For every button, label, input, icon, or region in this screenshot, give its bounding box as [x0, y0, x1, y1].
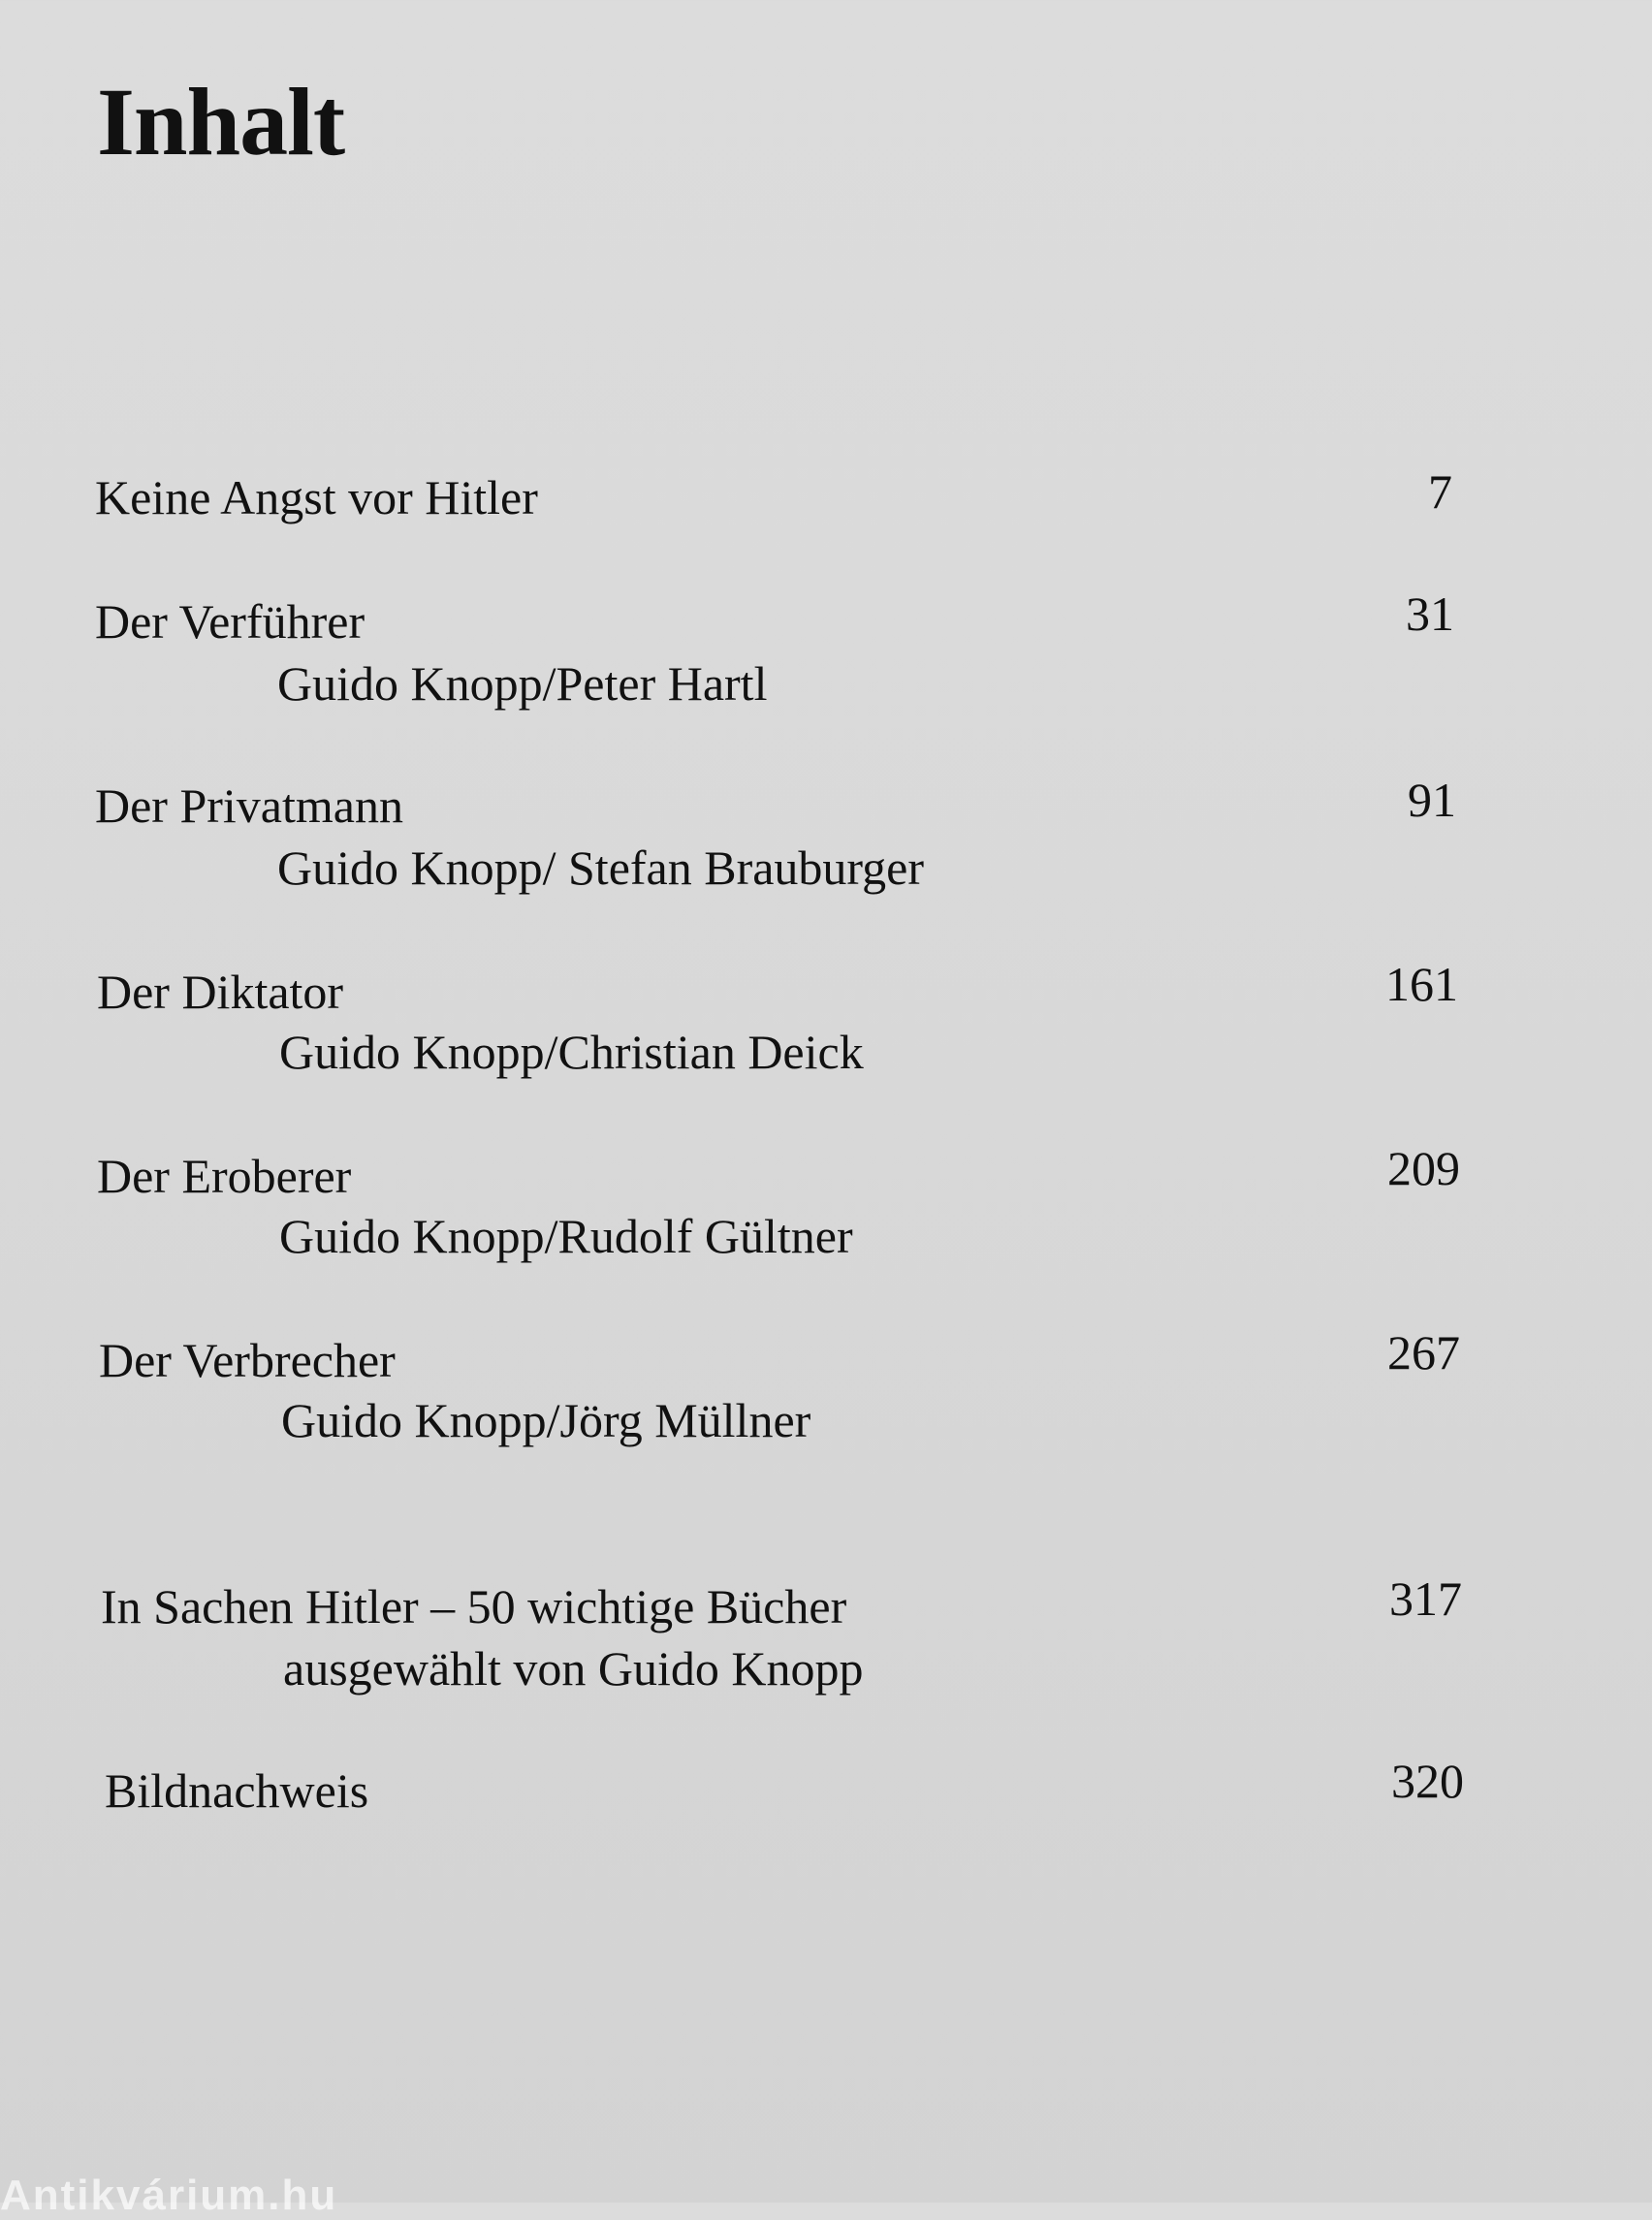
toc-entry-author: ausgewählt von Guido Knopp — [283, 1641, 864, 1696]
toc-entry-page: 320 — [1391, 1754, 1464, 1808]
toc-entry-page: 209 — [1387, 1141, 1460, 1195]
toc-entry-title: Der Eroberer — [97, 1149, 352, 1203]
toc-entry-author: Guido Knopp/ Stefan Brauburger — [277, 840, 925, 895]
toc-entry-title: Der Verführer — [95, 594, 365, 649]
toc-entry-title: Der Privatmann — [95, 778, 403, 833]
page-title: Inhalt — [97, 68, 345, 175]
toc-entry-page: 317 — [1389, 1571, 1462, 1626]
watermark-logo: Antikvárium.hu — [0, 2172, 338, 2219]
toc-entry-page: 91 — [1408, 773, 1456, 827]
toc-entry-page: 267 — [1387, 1325, 1460, 1380]
toc-entry-page: 31 — [1406, 587, 1454, 641]
toc-entry-title: In Sachen Hitler – 50 wichtige Bücher — [101, 1579, 847, 1633]
toc-entry-page: 7 — [1428, 464, 1452, 519]
toc-entry-title: Bildnachweis — [105, 1763, 369, 1818]
toc-entry-title: Keine Angst vor Hitler — [95, 470, 538, 524]
toc-entry-title: Der Diktator — [97, 965, 344, 1019]
toc-entry-author: Guido Knopp/Christian Deick — [279, 1025, 864, 1079]
toc-entry-title: Der Verbrecher — [99, 1333, 396, 1387]
toc-entry-author: Guido Knopp/Rudolf Gültner — [279, 1209, 853, 1263]
toc-entry-author: Guido Knopp/Jörg Müllner — [281, 1393, 811, 1447]
toc-entry-page: 161 — [1385, 957, 1458, 1011]
toc-entry-author: Guido Knopp/Peter Hartl — [277, 656, 768, 711]
